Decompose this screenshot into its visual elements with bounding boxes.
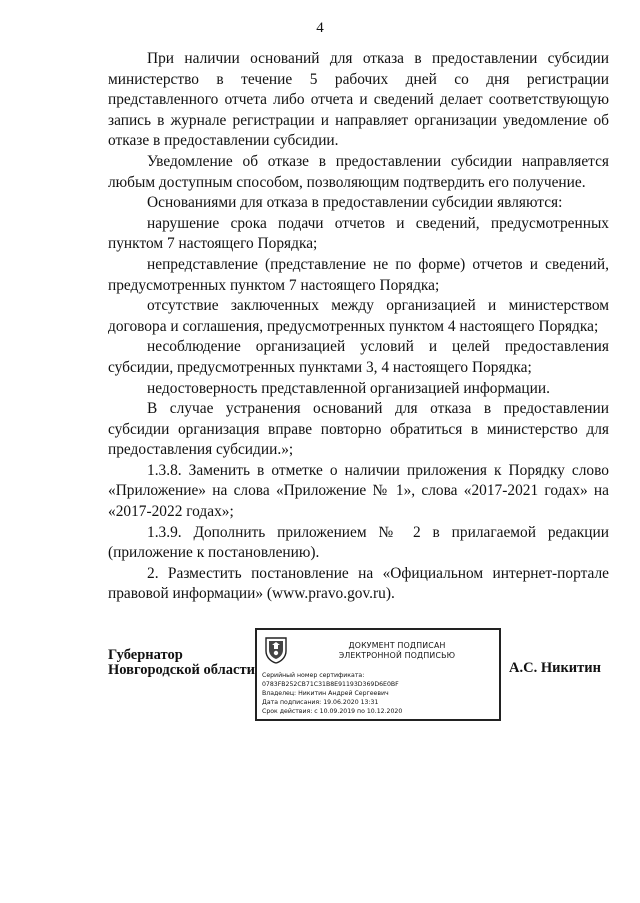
stamp-title: ДОКУМЕНТ ПОДПИСАН ЭЛЕКТРОННОЙ ПОДПИСЬЮ — [338, 641, 456, 660]
paragraph: В случае устранения оснований для отказа в предоставлении субсидии организация вправе повторно обратиться в министерство для предоставления субсидии.»; — [108, 400, 609, 459]
paragraph: При наличии оснований для отказа в предоставлении субсидии министерство в течение 5 рабочих дней со дня регистрации представленного отчета либо отчета и сведений делает соответствующую запись в журнале регистрации и направляет организации уведомление об отказе в предоставлении субсидии. — [108, 50, 609, 150]
paragraph: 1.3.9. Дополнить приложением № 2 в прилагаемой редакции (приложение к постановлению). — [108, 523, 609, 562]
coat-of-arms-icon — [264, 636, 288, 664]
document-body — [108, 49, 609, 605]
page-number: 4 — [316, 20, 324, 36]
validity-period: Срок действия: с 10.09.2019 по 10.12.2020 — [262, 708, 403, 715]
paragraph: недостоверность представленной организацией информации. — [147, 379, 550, 397]
position-line: Губернатор — [108, 647, 183, 663]
signatory-name: А.С. Никитин — [509, 660, 601, 676]
region-line: Новгородской области — [108, 662, 255, 678]
e-signature-stamp — [255, 628, 501, 721]
certificate-serial: 0783FB252CB71C31B8E91193D369D6E0BF — [262, 681, 399, 688]
paragraph: Уведомление об отказе в предоставлении субсидии направляется любым доступным способом, позволяющим подтвердить его получение. — [108, 152, 609, 191]
paragraph: Основаниями для отказа в предоставлении субсидии являются: — [147, 194, 563, 212]
paragraph: 1.3.8. Заменить в отметке о наличии приложения к Порядку слово «Приложение» на слова «Приложение № 1», слова «2017-2021 годах» на «2017-2022 годах»; — [108, 461, 609, 521]
paragraph: непредставление (представление не по форме) отчетов и сведений, предусмотренных пунктом 7 настоящего Порядка; — [108, 255, 609, 294]
signing-date: Дата подписания: 19.06.2020 13:31 — [262, 699, 379, 706]
paragraph: несоблюдение организацией условий и целей предоставления субсидии, предусмотренных пунктами 3, 4 настоящего Порядка; — [108, 338, 609, 376]
paragraph: отсутствие заключенных между организацией и министерством договора и соглашения, предусмотренных пунктом 4 настоящего Порядка; — [108, 297, 609, 335]
paragraph: нарушение срока подачи отчетов и сведений, предусмотренных пунктом 7 настоящего Порядка; — [108, 214, 609, 253]
serial-label: Серийный номер сертификата: — [262, 672, 365, 679]
certificate-owner: Владелец: Никитин Андрей Сергеевич — [262, 690, 389, 697]
signatory-position — [108, 648, 255, 678]
paragraph: 2. Разместить постановление на «Официальном интернет-портале правовой информации» (www.pravo.gov.ru). — [108, 564, 609, 603]
